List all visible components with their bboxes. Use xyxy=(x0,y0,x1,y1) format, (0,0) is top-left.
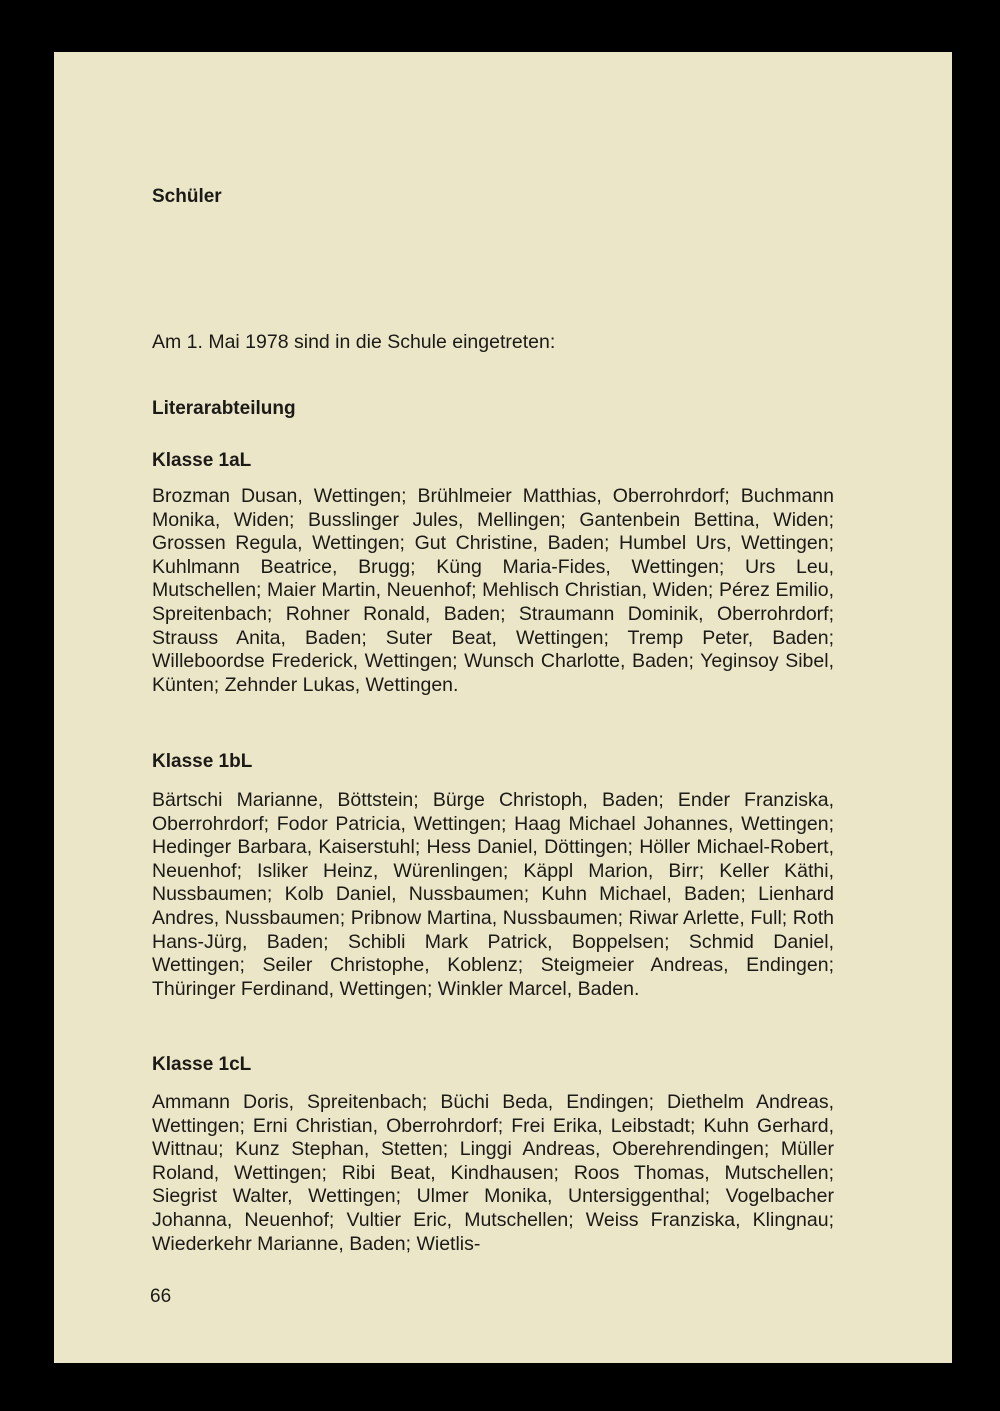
class-roster-1al: Brozman Dusan, Wettingen; Brühlmeier Matthias, Oberrohrdorf; Buchmann Monika, Widen; Busslinger Jules, Mellingen; Gantenbein Bettina, Widen; Grossen Regula, Wettingen; Gut Christine, Baden; Humbel Urs, Wettingen; Kuhlmann Beatrice, Brugg; Küng Maria-Fides, Wettingen; Urs Leu, Mutschellen; Maier Martin, Neuenhof; Mehlisch Christian, Widen; Pérez Emilio, Spreitenbach; Rohner Ronald, Baden; Straumann Dominik, Oberrohrdorf; Strauss Anita, Baden; Suter Beat, Wettingen; Tremp Peter, Baden; Willeboordse Frederick, Wettingen; Wunsch Charlotte, Baden; Yeginsoy Sibel, Künten; Zehnder Lukas, Wettingen. xyxy=(152,485,834,696)
section-heading-literarabteilung: Literarabteilung xyxy=(152,398,296,419)
class-heading-1al: Klasse 1aL xyxy=(152,450,252,471)
page-title: Schüler xyxy=(152,186,222,207)
class-heading-1cl: Klasse 1cL xyxy=(152,1054,252,1075)
class-heading-1bl: Klasse 1bL xyxy=(152,751,253,772)
intro-text: Am 1. Mai 1978 sind in die Schule eingetreten: xyxy=(152,331,556,353)
document-page xyxy=(54,52,952,1363)
class-roster-1bl: Bärtschi Marianne, Böttstein; Bürge Christoph, Baden; Ender Franziska, Oberrohrdorf; Fodor Patricia, Wettingen; Haag Michael Johannes, Wettingen; Hedinger Barbara, Kaiserstuhl; Hess Daniel, Döttingen; Höller Michael-Robert, Neuenhof; Isliker Heinz, Würenlingen; Käppl Marion, Birr; Keller Käthi, Nussbaumen; Kolb Daniel, Nussbaumen; Kuhn Michael, Baden; Lienhard Andres, Nussbaumen; Pribnow Martina, Nussbaumen; Riwar Arlette, Full; Roth Hans-Jürg, Baden; Schibli Mark Patrick, Boppelsen; Schmid Daniel, Wettingen; Seiler Christophe, Koblenz; Steigmeier Andreas, Endingen; Thüringer Ferdinand, Wettingen; Winkler Marcel, Baden. xyxy=(152,789,834,1000)
class-roster-1cl: Ammann Doris, Spreitenbach; Büchi Beda, Endingen; Diethelm Andreas, Wettingen; Erni Christian, Oberrohrdorf; Frei Erika, Leibstadt; Kuhn Gerhard, Wittnau; Kunz Stephan, Stetten; Linggi Andreas, Oberehrendingen; Müller Roland, Wettingen; Ribi Beat, Kindhausen; Roos Thomas, Mutschellen; Siegrist Walter, Wettingen; Ulmer Monika, Untersiggenthal; Vogelbacher Johanna, Neuenhof; Vultier Eric, Mutschellen; Weiss Franziska, Klingnau; Wiederkehr Marianne, Baden; Wietlis- xyxy=(152,1091,834,1255)
page-number: 66 xyxy=(150,1286,172,1307)
